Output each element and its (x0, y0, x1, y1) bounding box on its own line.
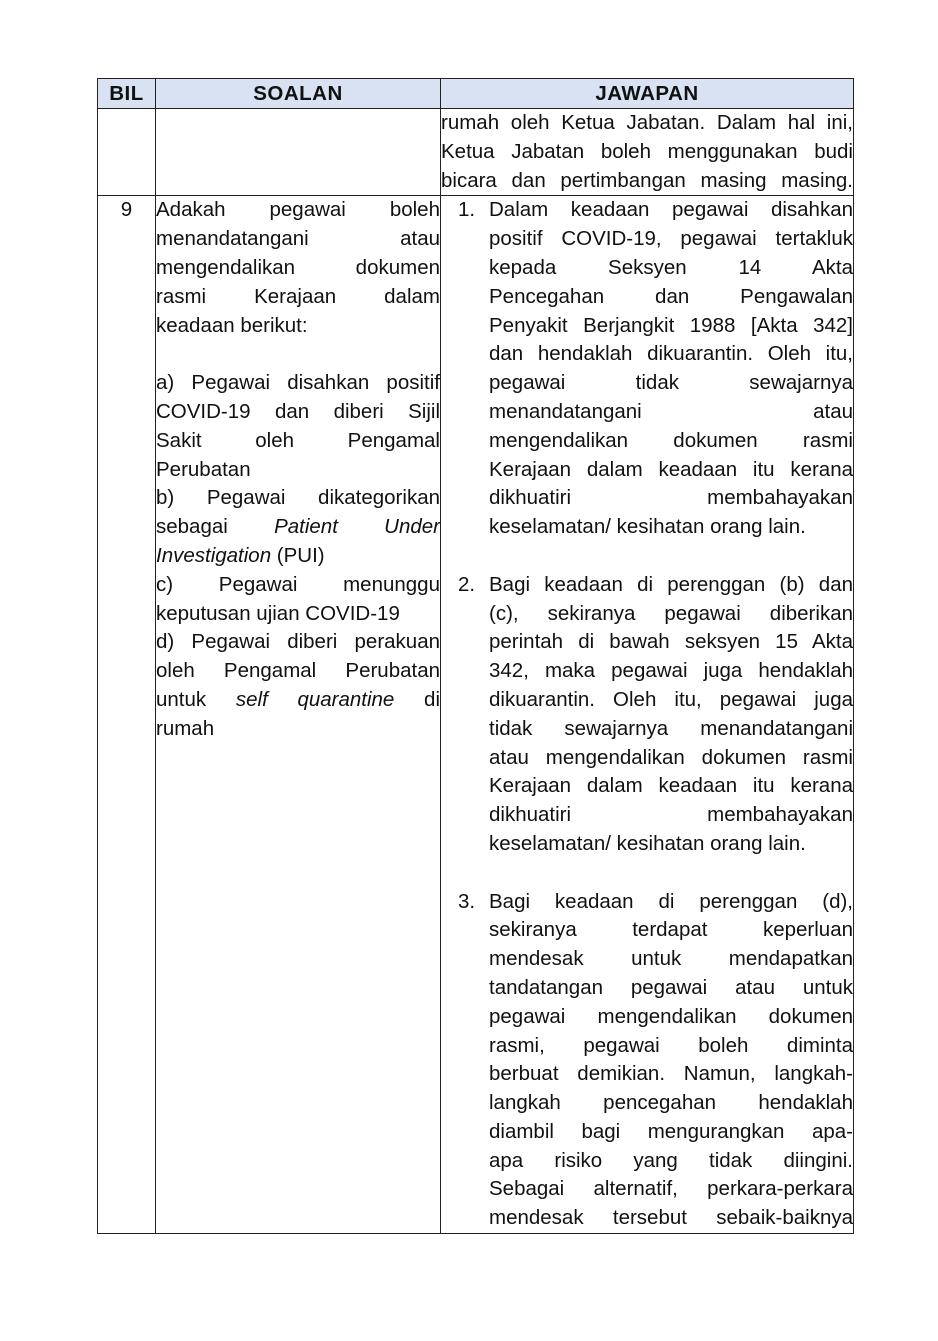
continued-row (98, 109, 854, 196)
option-b-line: b) Pegawai dikategorikan (156, 486, 440, 510)
answer-line: (c), sekiranya pegawai diberikan (489, 601, 853, 625)
faq-table (97, 78, 854, 1234)
question-line: mengendalikan dokumen (156, 255, 440, 279)
answer-item (441, 571, 853, 859)
answer-line: 342, maka pegawai juga hendaklah (489, 659, 853, 683)
option-a-line: a) Pegawai disahkan positif (156, 371, 440, 395)
answer-line: Kerajaan dalam keadaan itu kerana (489, 457, 853, 481)
answer-line: dikhuatiri membahayakan (489, 486, 853, 510)
continued-bil-cell (98, 109, 156, 196)
answer-number: 3. (458, 889, 476, 913)
answer-line: positif COVID-19, pegawai tertakluk (489, 227, 853, 251)
answer-line: sekiranya terdapat keperluan (489, 918, 853, 942)
answer-number: 1. (458, 198, 476, 222)
header-row (98, 79, 854, 109)
continued-answer-line: rumah oleh Ketua Jabatan. Dalam hal ini, (441, 111, 853, 134)
option-c-line: keputusan ujian COVID-19 (156, 601, 400, 625)
answer-line: tidak sewajarnya menandatangani (489, 716, 853, 740)
answer-item (441, 196, 853, 542)
answer-line: diambil bagi mengurangkan apa- (489, 1119, 853, 1143)
answer-line: tandatangan pegawai atau untuk (489, 975, 853, 999)
answer-line: mendesak untuk mendapatkan (489, 947, 853, 971)
table-row (98, 196, 854, 1234)
answer-cell (441, 196, 854, 1234)
answer-line: pegawai mengendalikan dokumen (489, 1004, 853, 1028)
answer-line: berbuat demikian. Namun, langkah- (489, 1062, 853, 1086)
answer-line: Dalam keadaan pegawai disahkan (489, 198, 853, 222)
option-a-line: Sakit oleh Pengamal (156, 428, 440, 452)
answer-line: mendesak tersebut sebaik-baiknya (489, 1206, 853, 1230)
answer-line: menandatangani atau (489, 399, 853, 423)
option-d-line (156, 686, 440, 715)
question-cell (156, 196, 441, 1234)
answer-line: keselamatan/ kesihatan orang lain. (489, 831, 806, 855)
answer-line: apa risiko yang tidak diingini. (489, 1148, 853, 1172)
answer-line: langkah pencegahan hendaklah (489, 1091, 853, 1115)
question-line: Adakah pegawai boleh (156, 198, 440, 222)
option-d-line: oleh Pengamal Perubatan (156, 659, 440, 683)
option-d-line: rumah (156, 716, 215, 740)
answer-line: Bagi keadaan di perenggan (d), (489, 889, 853, 913)
option-b-italic: Investigation (156, 543, 272, 567)
option-b-text: sebagai (156, 515, 228, 539)
answer-item (441, 888, 853, 1234)
answer-line: dikhuatiri membahayakan (489, 803, 853, 827)
answer-line: perintah di bawah seksyen 15 Akta (489, 630, 853, 654)
answer-line: kepada Seksyen 14 Akta (489, 255, 853, 279)
header-bil: BIL (98, 79, 156, 109)
question-line: keadaan berikut: (156, 313, 308, 337)
option-b-line (156, 513, 440, 542)
continued-answer-line: Ketua Jabatan boleh menggunakan budi (441, 139, 853, 163)
option-c-line: c) Pegawai menunggu (156, 572, 440, 596)
option-d-italic: self quarantine (235, 687, 395, 711)
spacer (156, 340, 440, 369)
question-line: rasmi Kerajaan dalam (156, 284, 440, 308)
answer-line: Pencegahan dan Pengawalan (489, 284, 853, 308)
answer-list (441, 196, 853, 1233)
answer-line: mengendalikan dokumen rasmi (489, 428, 853, 452)
option-d-text: untuk (156, 687, 207, 711)
answer-number: 2. (458, 572, 476, 596)
continued-answer-line: bicara dan pertimbangan masing masing. (441, 168, 853, 192)
option-b-text: (PUI) (271, 543, 325, 567)
continued-answer-cell (441, 109, 854, 196)
continued-question-cell (156, 109, 441, 196)
option-b-italic: Patient Under (274, 515, 440, 539)
answer-line: dikuarantin. Oleh itu, pegawai juga (489, 687, 853, 711)
answer-line: pegawai tidak sewajarnya (489, 371, 853, 395)
question-line: menandatangani atau (156, 227, 440, 251)
answer-line: Penyakit Berjangkit 1988 [Akta 342] (489, 313, 853, 337)
row-number: 9 (98, 196, 156, 1234)
answer-line: dan hendaklah dikuarantin. Oleh itu, (489, 342, 853, 366)
option-a-line: COVID-19 dan diberi Sijil (156, 399, 440, 423)
header-jawapan: JAWAPAN (441, 79, 854, 109)
option-a-line: Perubatan (156, 457, 251, 481)
option-d-text: di (424, 687, 441, 711)
option-d-line: d) Pegawai diberi perakuan (156, 630, 440, 654)
answer-line: keselamatan/ kesihatan orang lain. (489, 515, 806, 539)
answer-line: Kerajaan dalam keadaan itu kerana (489, 774, 853, 798)
header-soalan: SOALAN (156, 79, 441, 109)
answer-line: rasmi, pegawai boleh diminta (489, 1033, 853, 1057)
option-b-line (156, 542, 440, 571)
answer-line: Bagi keadaan di perenggan (b) dan (489, 572, 853, 596)
answer-line: atau mengendalikan dokumen rasmi (489, 745, 853, 769)
answer-line: Sebagai alternatif, perkara-perkara (489, 1177, 853, 1201)
